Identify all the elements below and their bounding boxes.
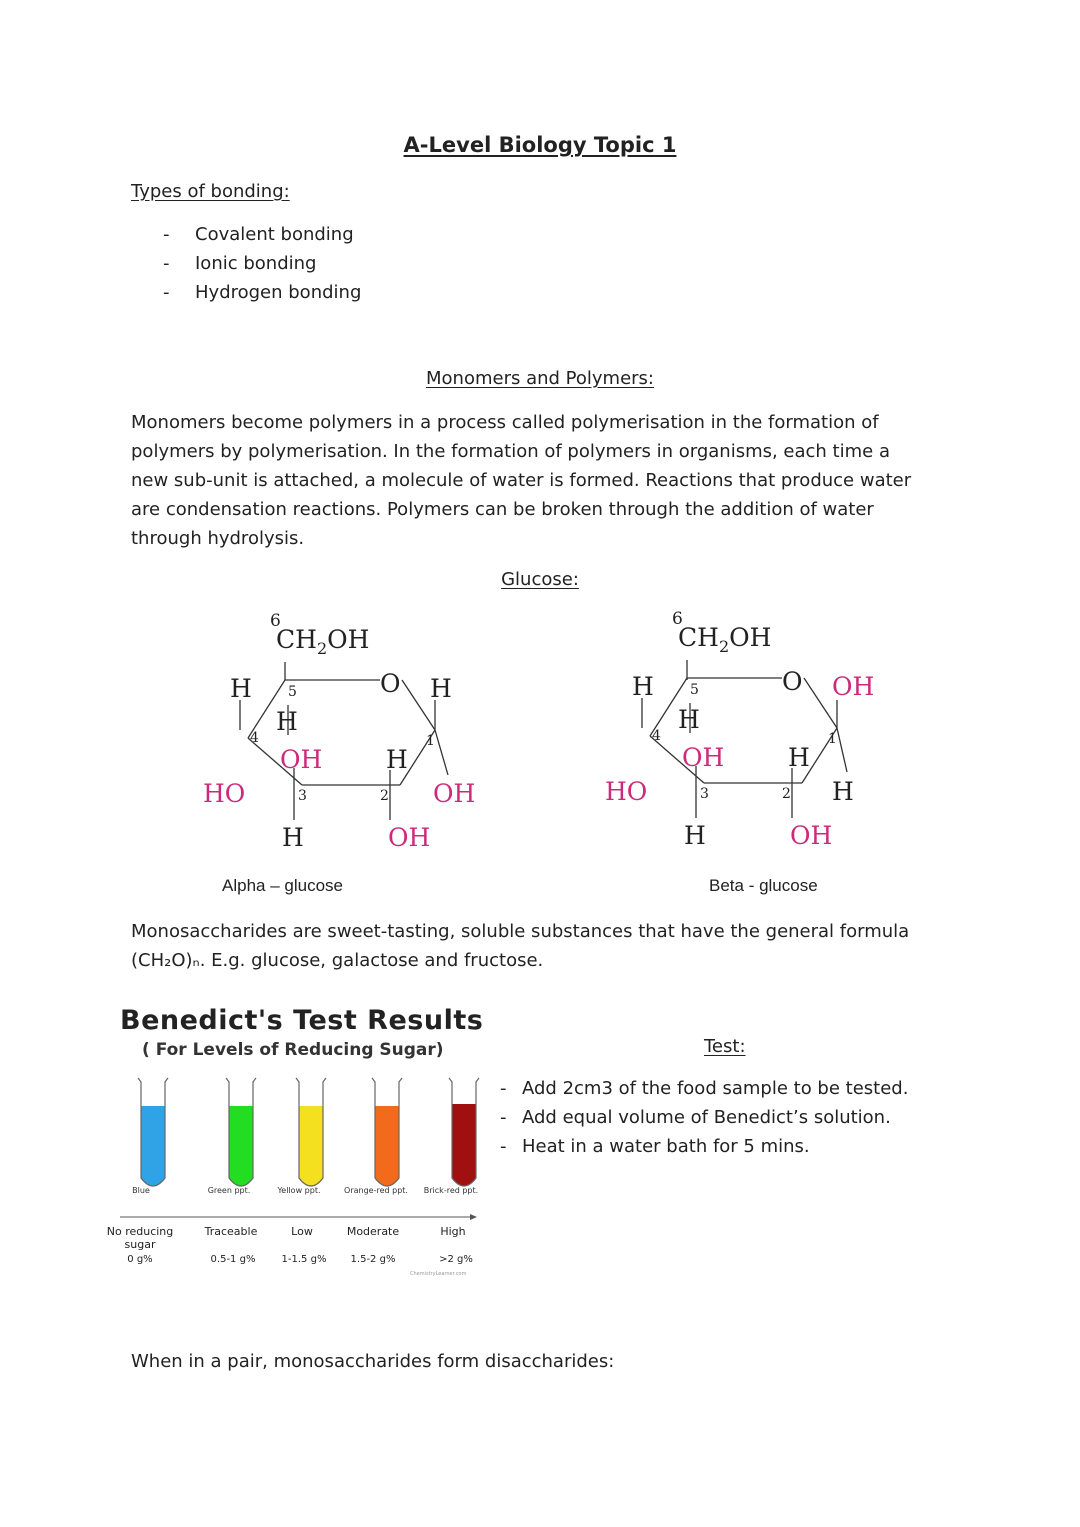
test-step: Add 2cm3 of the food sample to be tested.: [522, 1078, 909, 1099]
tube-level-label: No reducing sugar: [106, 1225, 174, 1251]
beta-glucose-diagram: [592, 600, 912, 860]
svg-text:CH2OH: $CH_2OH$: [678, 623, 772, 656]
tube-liquid: [141, 1106, 165, 1186]
test-step: Add equal volume of Benedict’s solution.: [522, 1107, 891, 1128]
benedicts-subtitle: ( For Levels of Reducing Sugar): [142, 1040, 444, 1060]
svg-text:5: 5: [690, 682, 699, 698]
svg-text:H: H: [386, 745, 408, 774]
svg-text:H: H: [684, 821, 706, 850]
tube-color-label: Brick-red ppt.: [423, 1186, 479, 1195]
monomers-paragraph: Monomers become polymers in a process called polymerisation in the formation of polymers by polymerisation. In the formation of polymers in organisms, each time a new sub-unit is attached, a molecule of water is formed. Reactions that produce water are condensation reactions. Polymers can be broken through the addition of water through hydrolysis.: [131, 412, 912, 549]
alpha-glucose-diagram: [190, 600, 510, 860]
svg-text:3: 3: [700, 786, 709, 802]
monosaccharides-text: Monosaccharides are sweet-tasting, soluble substances that have the general formula (CH₂O)ₙ. E.g. glucose, galactose and fructose.: [131, 921, 910, 971]
benedicts-tubes: [100, 1070, 490, 1220]
svg-text:1: 1: [828, 731, 837, 747]
svg-text:HO: HO: [605, 777, 648, 806]
svg-text:2: 2: [782, 786, 791, 802]
ring-oxygen: O: [380, 669, 401, 698]
ch2oh-group: $CH_2OH$: [276, 625, 370, 658]
tube-pct-label: 0.5-1 g%: [210, 1254, 256, 1265]
svg-text:H: H: [832, 777, 854, 806]
tube-level-label: High: [440, 1225, 466, 1238]
bonding-item: Covalent bonding: [195, 224, 354, 245]
svg-text:HO: HO: [203, 779, 246, 808]
tube-level-label: Traceable: [204, 1225, 258, 1238]
bonding-item: Ionic bonding: [195, 253, 317, 274]
carbon-6-label: 6: [270, 611, 281, 631]
svg-text:H: H: [282, 823, 304, 852]
svg-text:2: 2: [380, 788, 389, 804]
beta-glucose-caption: Beta - glucose: [709, 876, 818, 895]
svg-text:5: 5: [288, 684, 297, 700]
svg-text:OH: OH: [433, 779, 476, 808]
monomers-heading: Monomers and Polymers:: [426, 368, 654, 389]
svg-text:OH: OH: [832, 672, 875, 701]
svg-text:H: H: [678, 705, 700, 734]
tube-pct-label: 0 g%: [127, 1254, 153, 1265]
tube-color-label: Green ppt.: [207, 1186, 251, 1195]
tube-pct-label: 1-1.5 g%: [281, 1254, 327, 1265]
tube-pct-label: >2 g%: [439, 1254, 473, 1265]
svg-text:H: H: [788, 743, 810, 772]
svg-text:4: 4: [250, 730, 259, 746]
alpha-glucose-caption: Alpha – glucose: [222, 876, 343, 895]
bonding-heading: Types of bonding:: [131, 181, 290, 202]
svg-text:OH: OH: [388, 823, 431, 852]
tube-color-label: Orange-red ppt.: [344, 1186, 408, 1195]
svg-text:OH: OH: [682, 743, 725, 772]
svg-text:OH: OH: [280, 745, 323, 774]
tube-pct-label: 1.5-2 g%: [350, 1254, 396, 1265]
tube-liquid: [229, 1106, 253, 1186]
svg-text:3: 3: [298, 788, 307, 804]
tube-color-label: Blue: [132, 1186, 150, 1195]
svg-text:H: H: [230, 674, 252, 703]
disaccharides-text: When in a pair, monosaccharides form disaccharides:: [131, 1351, 615, 1372]
svg-text:O: O: [782, 667, 803, 696]
tube-color-label: Yellow ppt.: [277, 1186, 321, 1195]
svg-text:4: 4: [652, 728, 661, 744]
test-heading: Test:: [704, 1036, 746, 1057]
tube-level-label: Low: [291, 1225, 313, 1238]
tube-liquid: [452, 1104, 476, 1186]
test-step: Heat in a water bath for 5 mins.: [522, 1136, 810, 1157]
bonding-item: Hydrogen bonding: [195, 282, 362, 303]
page-title: A-Level Biology Topic 1: [403, 133, 677, 157]
image-credit: ChemistryLearner.com: [410, 1271, 467, 1277]
tube-liquid: [299, 1106, 323, 1186]
svg-text:OH: OH: [790, 821, 833, 850]
svg-text:6: 6: [672, 609, 683, 629]
tube-level-label: Moderate: [346, 1225, 400, 1238]
glucose-heading: Glucose:: [501, 569, 579, 590]
svg-text:H: H: [430, 674, 452, 703]
benedicts-title: Benedict's Test Results: [120, 1005, 484, 1036]
tube-liquid: [375, 1106, 399, 1186]
svg-text:1: 1: [426, 733, 435, 749]
svg-text:H: H: [632, 672, 654, 701]
svg-text:H: H: [276, 707, 298, 736]
